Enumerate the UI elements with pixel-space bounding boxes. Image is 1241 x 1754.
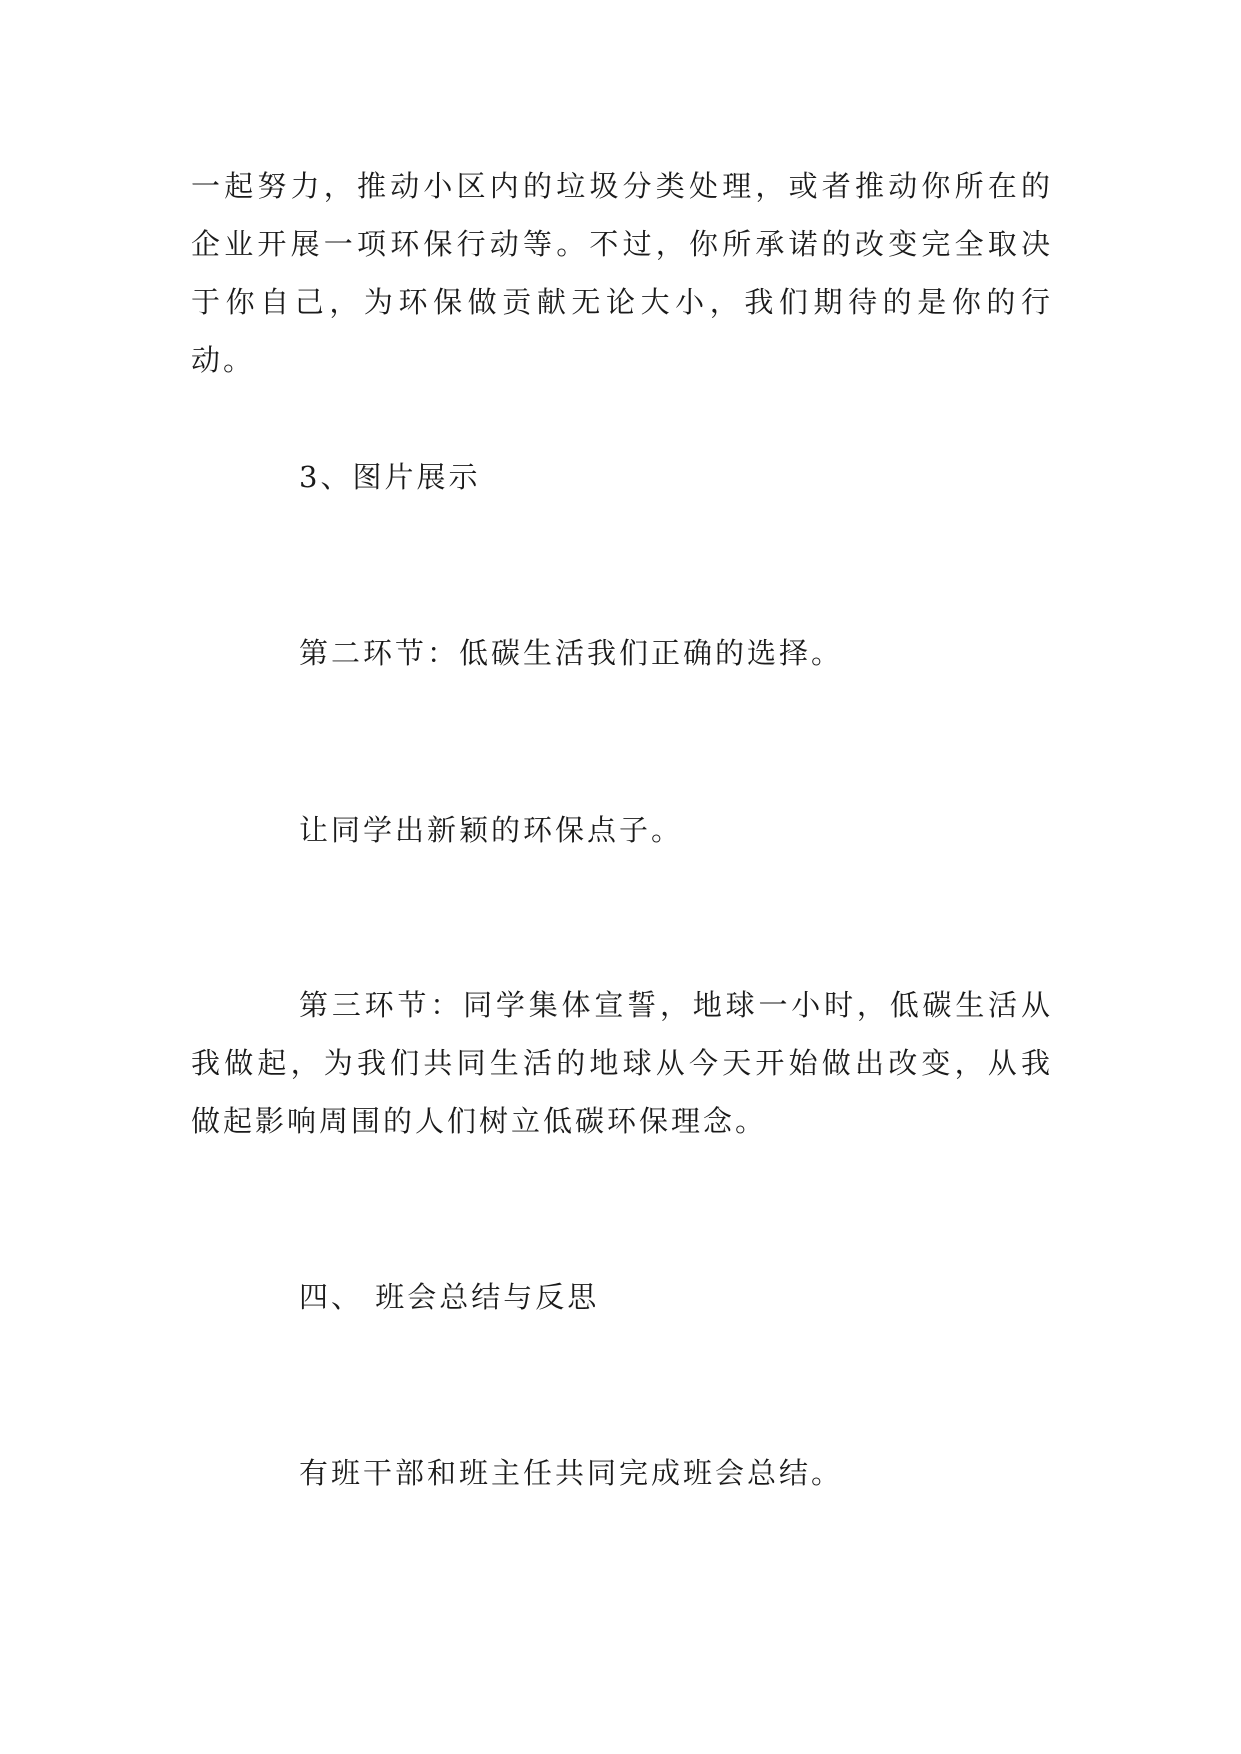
paragraph-section-two-heading: 第二环节：低碳生活我们正确的选择。 (299, 636, 844, 670)
paragraph-summary-body: 有班干部和班主任共同完成班会总结。 (299, 1456, 844, 1490)
paragraph-picture-display: 3、图片展示 (299, 460, 481, 494)
paragraph-eco-ideas: 让同学出新颖的环保点子。 (299, 813, 684, 847)
paragraph-summary-heading: 四、 班会总结与反思 (299, 1280, 600, 1314)
paragraph-commitment-continued: 一起努力，推动小区内的垃圾分类处理，或者推动你所在的企业开展一项环保行动等。不过，你所承诺的改变完全取决于你自己，为环保做贡献无论大小，我们期待的是你的行动。 (191, 169, 1053, 377)
paragraph-section-three-oath: 第三环节：同学集体宣誓，地球一小时，低碳生活从我做起，为我们共同生活的地球从今天开始做出改变，从我做起影响周围的人们树立低碳环保理念。 (191, 988, 1053, 1138)
